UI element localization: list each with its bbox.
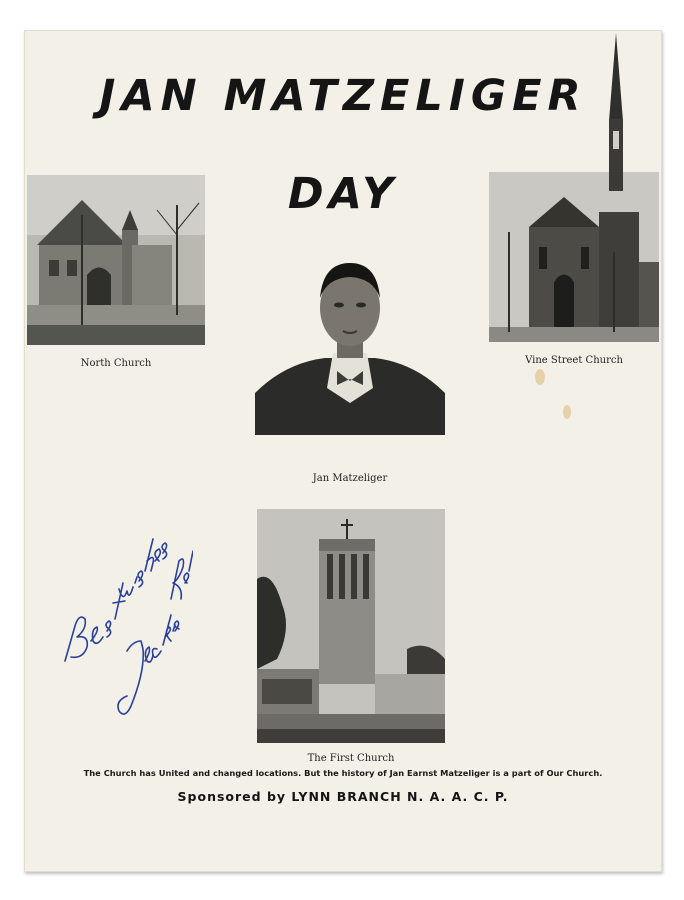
history-note: The Church has United and changed locations. But the history of Jan Earnst Matzeliger is a part of Our Church. xyxy=(83,768,603,778)
first-church-caption: The First Church xyxy=(307,753,395,764)
vine-street-church-caption: Vine Street Church xyxy=(525,355,623,366)
north-church-caption: North Church xyxy=(80,358,152,369)
program-cover xyxy=(24,30,662,872)
first-church-photo xyxy=(257,509,445,743)
jan-matzeliger-portrait xyxy=(255,253,445,435)
sponsor-line: Sponsored by LYNN BRANCH N. A. A. C. P. xyxy=(177,789,509,804)
portrait-caption: Jan Matzeliger xyxy=(312,473,388,484)
autograph-signature xyxy=(53,491,193,731)
church-spire-drawing xyxy=(601,31,631,191)
paper-stain xyxy=(535,369,545,385)
title-line-1: JAN MATZELIGER xyxy=(99,71,587,121)
north-church-photo xyxy=(27,175,205,345)
title-line-2: DAY xyxy=(287,169,399,219)
paper-stain xyxy=(563,405,571,419)
vine-street-church-photo xyxy=(489,172,659,342)
